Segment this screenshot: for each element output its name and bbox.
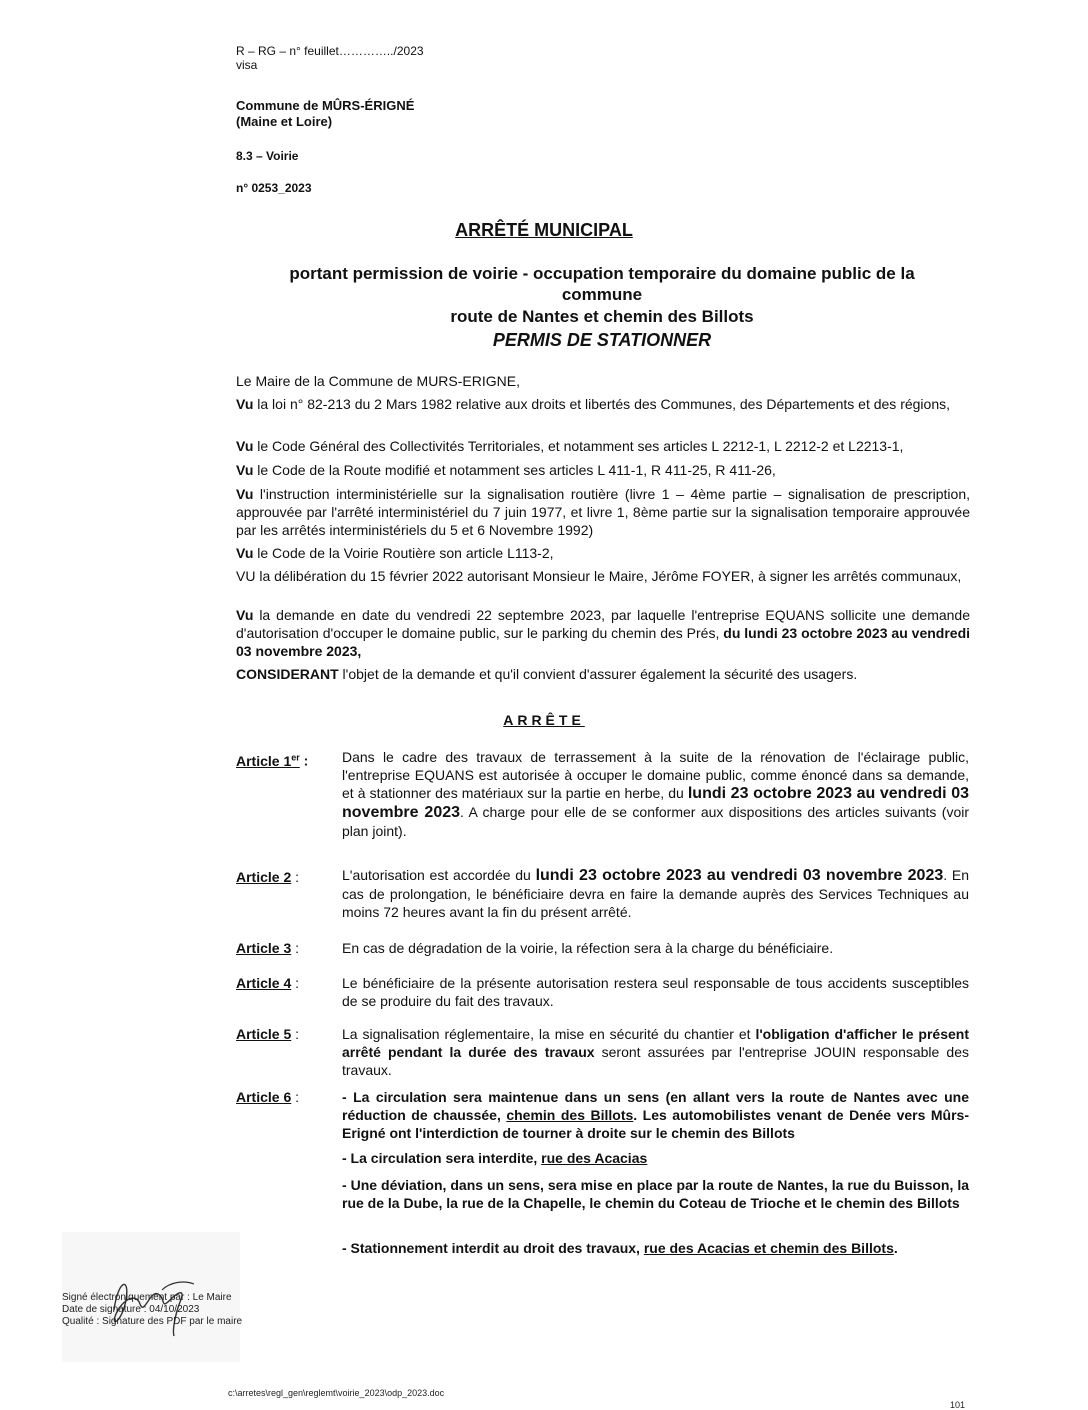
departement-name: (Maine et Loire): [236, 114, 333, 129]
vu-label: Vu: [236, 438, 254, 454]
visa-label: visa: [236, 58, 258, 72]
vu-label: Vu: [236, 607, 254, 623]
article-6-label: Article 6 :: [236, 1089, 300, 1105]
article-6-paragraph-2: - La circulation sera interdite, rue des Acacias: [342, 1150, 648, 1166]
vu-text: la loi n° 82-213 du 2 Mars 1982 relative aux droits et libertés des Communes, des Départements et des régions,: [253, 396, 951, 412]
article-4-text: Le bénéficiaire de la présente autorisation restera seul responsable de tous accidents susceptibles de se produire du fait des travaux.: [342, 975, 969, 1009]
article-4-label: Article 4 :: [236, 975, 300, 991]
article-2-text: L'autorisation est accordée du lundi 23 octobre 2023 au vendredi 03 novembre 2023. En cas de prolongation, le bénéficiaire devra en faire la demande auprès des Services Techniques au moins 72 heures avant la fin du présent arrêté.: [342, 867, 969, 920]
signature-quality: Qualité : Signature des PDF par le maire: [62, 1316, 243, 1327]
subtitle-line-3: route de Nantes et chemin des Billots: [450, 307, 754, 326]
reference-line: R – RG – n° feuillet…………../2023: [236, 44, 424, 58]
article-6-paragraph-4: - Stationnement interdit au droit des travaux, rue des Acacias et chemin des Billots.: [342, 1240, 898, 1256]
article-1-text: Dans le cadre des travaux de terrassement à la suite de la rénovation de l'éclairage public, l'entreprise EQUANS est autorisée à occuper le domaine public, comme énoncé dans sa demande, et à stationner des matériaux sur la partie en herbe, du lundi 23 octobre 2023 au vendredi 03 novembre 2023. A charge pour elle de se conformer aux dispositions des articles suivants (voir plan joint).: [342, 749, 969, 839]
article-2-label: Article 2 :: [236, 869, 300, 885]
vu-label: Vu: [236, 396, 254, 412]
subtitle-line-2: commune: [561, 285, 643, 304]
vu-label: Vu: [236, 462, 254, 478]
vu-text: la demande en date du vendredi 22 septembre 2023, par laquelle l'entreprise EQUANS sollicite une demande d'autorisation d'occuper le domaine public, sur le parking du chemin des Prés,: [236, 607, 970, 641]
page-number: 101: [950, 1400, 966, 1410]
considerant-text: l'objet de la demande et qu'il convient d'assurer également la sécurité des usagers.: [338, 666, 858, 682]
preamble-considerant: [236, 665, 970, 683]
preamble-vu-4: [236, 485, 970, 539]
vu-text: le Code Général des Collectivités Territoriales, et notamment ses articles L 2212-1, L 2212-2 et L2213-1,: [253, 438, 904, 454]
signature-info: [62, 1292, 242, 1328]
vu-dates: du lundi 23 octobre 2023 au vendredi 03 novembre 2023,: [236, 625, 971, 659]
preamble-vu-1: [236, 395, 970, 413]
file-path: c:\arretes\regl_gen\reglemt\voirie_2023\odp_2023.doc: [228, 1388, 445, 1398]
article-3-label: Article 3 :: [236, 940, 300, 956]
article-5-text: La signalisation réglementaire, la mise en sécurité du chantier et l'obligation d'afficher le présent arrêté pendant la durée des travaux seront assurées par l'entreprise JOUIN responsable des travaux.: [342, 1026, 969, 1078]
article-6-paragraph-1: - La circulation sera maintenue dans un sens (en allant vers la route de Nantes avec une réduction de chaussée, chemin des Billots. Les automobilistes venant de Denée vers Mûrs-Erigné ont l'interdiction de tourner à droite sur le chemin des Billots: [342, 1089, 970, 1141]
signature-signer: Signé électroniquement par : Le Maire: [62, 1292, 232, 1303]
arrete-heading: ARRÊTE: [503, 712, 585, 728]
preamble-vu-3: [236, 461, 970, 479]
article-3-text: En cas de dégradation de la voirie, la réfection sera à la charge du bénéficiaire.: [342, 940, 834, 956]
arrete-number: n° 0253_2023: [236, 181, 312, 195]
subtitle-permit: PERMIS DE STATIONNER: [492, 330, 712, 350]
preamble-vu-2: [236, 437, 970, 455]
considerant-label: CONSIDERANT: [236, 666, 339, 682]
signature-date: Date de signature : 04/10/2023: [62, 1304, 200, 1315]
preamble-maire: Le Maire de la Commune de MURS-ERIGNE,: [236, 373, 520, 389]
vu-text: le Code de la Route modifié et notamment ses articles L 411-1, R 411-25, R 411-26,: [253, 462, 776, 478]
article-1-label: Article 1er :: [236, 752, 309, 769]
preamble-vu-7: [236, 606, 970, 660]
commune-name: Commune de MÛRS-ÉRIGNÉ: [236, 98, 415, 113]
vu-label: Vu: [236, 486, 254, 502]
preamble-vu-5: [236, 544, 970, 562]
vu-text: l'instruction interministérielle sur la signalisation routière (livre 1 – 4ème partie – signalisation de prescription, approuvée par l'arrêté interministériel du 7 juin 1977, et livre 1, 8ème partie sur la signalisation temporaire approuvée par les arrêtés interministériels du 5 et 6 Novembre 1992): [236, 486, 970, 538]
article-6-paragraph-3: - Une déviation, dans un sens, sera mise en place par la route de Nantes, la rue du Buisson, la rue de la Dube, la rue de la Chapelle, le chemin du Coteau de Trioche et le chemin des Billots: [342, 1177, 969, 1211]
vu-label: Vu: [236, 545, 254, 561]
category-label: 8.3 – Voirie: [236, 149, 299, 163]
subtitle-line-1: portant permission de voirie - occupation temporaire du domaine public de la: [289, 264, 915, 283]
page-title: ARRÊTÉ MUNICIPAL: [455, 220, 633, 240]
vu-text: le Code de la Voirie Routière son article L113-2,: [253, 545, 554, 561]
preamble-vu-6: VU la délibération du 15 février 2022 autorisant Monsieur le Maire, Jérôme FOYER, à signer les arrêtés communaux,: [236, 568, 962, 584]
article-5-label: Article 5 :: [236, 1026, 300, 1042]
